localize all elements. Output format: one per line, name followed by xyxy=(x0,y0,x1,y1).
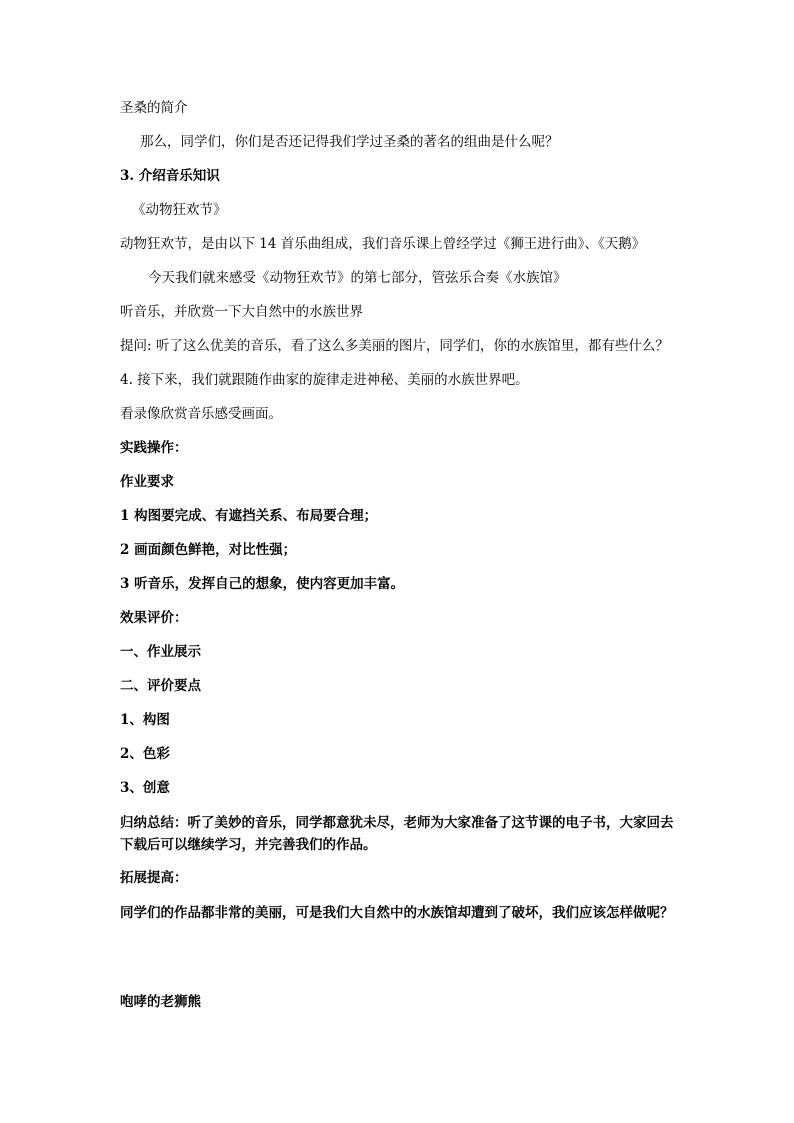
section-heading: 拓展提高： xyxy=(120,870,188,886)
text-line: 今天我们就来感受《动物狂欢节》的第七部分，管弦乐合奏《水族馆》 xyxy=(148,270,567,286)
list-item: 1、构图 xyxy=(120,712,170,728)
text-line: 提问: 听了这么优美的音乐，看了这么多美丽的图片，同学们，你的水族馆里，都有些什么？ xyxy=(120,338,669,354)
list-item: 二、评价要点 xyxy=(120,678,201,694)
next-title: 咆哮的老狮熊 xyxy=(120,994,201,1010)
text-line: 圣桑的简介 xyxy=(120,100,188,116)
text-line: 《动物狂欢节》 xyxy=(132,202,227,218)
text-line: 那么，同学们，你们是否还记得我们学过圣桑的著名的组曲是什么呢？ xyxy=(140,134,559,150)
text-line: 4. 接下来，我们就跟随作曲家的旋律走进神秘、美丽的水族世界吧。 xyxy=(120,372,529,388)
section-heading: 作业要求 xyxy=(120,474,174,490)
list-item: 2 画面颜色鲜艳，对比性强； xyxy=(120,542,297,558)
section-heading: 3. 介绍音乐知识 xyxy=(120,168,220,184)
section-heading: 实践操作： xyxy=(120,440,188,456)
text-line: 看录像欣赏音乐感受画面。 xyxy=(120,406,282,422)
extension-paragraph: 同学们的作品都非常的美丽，可是我们大自然中的水族馆却遭到了破坏，我们应该怎样做呢？ xyxy=(120,905,674,921)
summary-paragraph: 归纳总结：听了美妙的音乐，同学都意犹未尽，老师为大家准备了这节课的电子书，大家回去下载后可以继续学习，并完善我们的作品。 xyxy=(120,815,674,853)
section-heading: 效果评价： xyxy=(120,610,188,626)
list-item: 3 听音乐，发挥自己的想象，使内容更加丰富。 xyxy=(120,576,405,592)
text-line: 动物狂欢节，是由以下 14 首乐曲组成，我们音乐课上曾经学过《狮王进行曲》、《天鹅》 xyxy=(120,236,646,252)
list-item: 1 构图要完成、有遮挡关系、布局要合理； xyxy=(120,508,378,524)
list-item: 一、作业展示 xyxy=(120,644,201,660)
list-item: 2、色彩 xyxy=(120,746,170,762)
text-line: 听音乐，并欣赏一下大自然中的水族世界 xyxy=(120,304,363,320)
list-item: 3、创意 xyxy=(120,780,170,796)
